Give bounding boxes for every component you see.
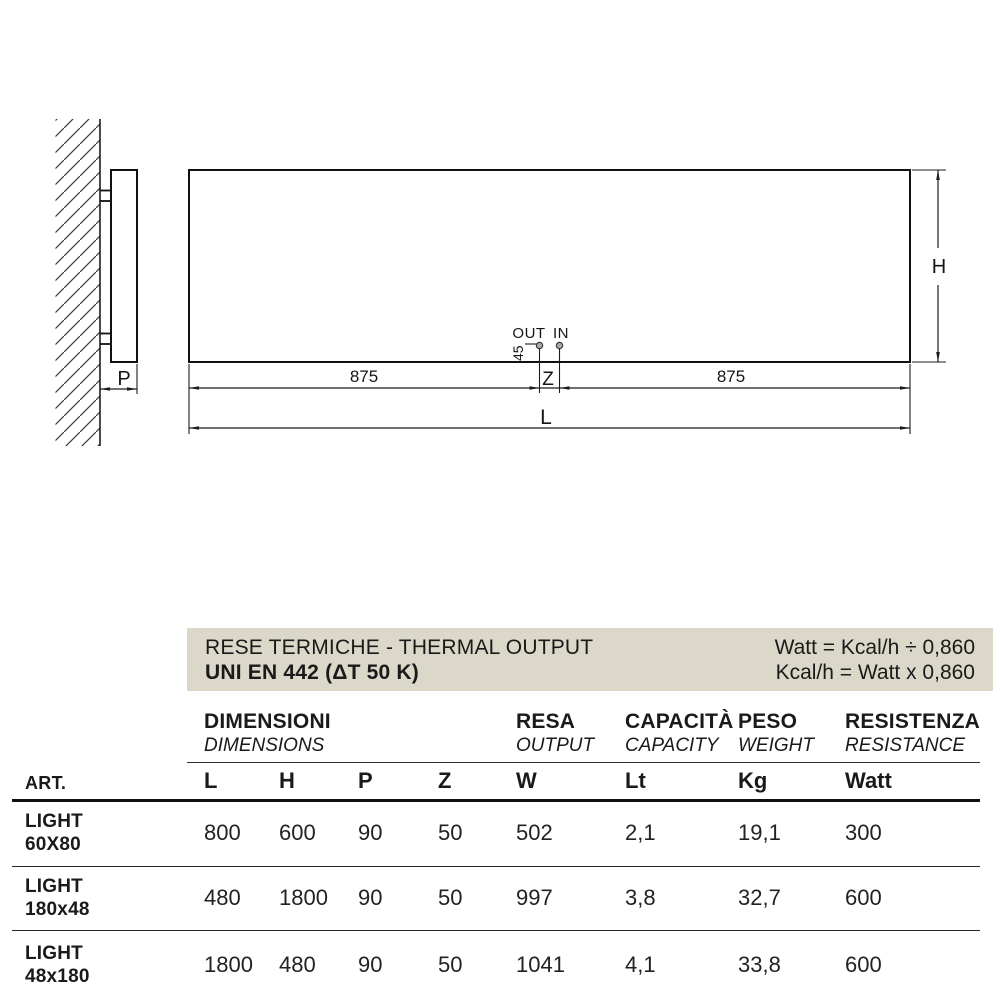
- article-name: LIGHT: [25, 876, 83, 897]
- cell-p: 90: [358, 820, 383, 845]
- column-header-lt: Lt: [625, 768, 646, 793]
- cell-z: 50: [438, 820, 463, 845]
- article-size: 60X80: [25, 834, 81, 855]
- cell-lt: 4,1: [625, 952, 656, 977]
- cell-kg: 19,1: [738, 820, 781, 845]
- radiator-side-view: [100, 170, 137, 362]
- group-label-it: RESISTENZA: [845, 710, 981, 733]
- cell-l: 800: [204, 820, 241, 845]
- conversion-formulas: [775, 635, 975, 685]
- cell-h: 600: [279, 820, 316, 845]
- dimension-depth: [100, 364, 137, 394]
- side-panel-outline: [111, 170, 137, 362]
- column-header-kg: Kg: [738, 768, 768, 793]
- group-label-it: CAPACITÀ: [625, 710, 734, 733]
- group-label-en: DIMENSIONS: [204, 735, 325, 756]
- table-rule-row2: [12, 930, 980, 931]
- center-distance-label: Z: [542, 369, 554, 390]
- cell-l: 1800: [204, 952, 253, 977]
- column-header-h: H: [279, 768, 295, 793]
- column-header-watt: Watt: [845, 768, 892, 793]
- outlet-label: OUT: [512, 325, 546, 342]
- column-header-z: Z: [438, 768, 452, 793]
- group-label-it: DIMENSIONI: [204, 710, 331, 733]
- group-dimensions: [204, 700, 516, 762]
- cell-kg: 33,8: [738, 952, 781, 977]
- cell-watt: 300: [845, 820, 882, 845]
- group-label-it: PESO: [738, 710, 798, 733]
- article-size: 180x48: [25, 899, 90, 920]
- group-label-en: CAPACITY: [625, 735, 719, 756]
- column-header-p: P: [358, 768, 373, 793]
- wall-section: [56, 119, 101, 446]
- cell-h: 1800: [279, 885, 328, 910]
- group-capacity: [625, 700, 738, 762]
- formula-kcal: Kcal/h = Watt x 0,860: [775, 660, 975, 684]
- cell-lt: 2,1: [625, 820, 656, 845]
- group-output: [516, 700, 625, 762]
- length-label: L: [540, 406, 552, 429]
- formula-watt: Watt = Kcal/h ÷ 0,860: [774, 635, 975, 659]
- cell-p: 90: [358, 885, 383, 910]
- group-label-en: OUTPUT: [516, 735, 595, 756]
- group-label-en: WEIGHT: [738, 735, 814, 756]
- group-resistance: [845, 700, 980, 762]
- group-label-en: RESISTANCE: [845, 735, 966, 756]
- column-header-art: ART.: [25, 773, 67, 793]
- cell-z: 50: [438, 952, 463, 977]
- radiator-technical-drawing: [0, 0, 1000, 470]
- cell-z: 50: [438, 885, 463, 910]
- table-row-article: [12, 930, 204, 1000]
- thermal-output-band: [187, 628, 993, 691]
- band-title-line1: RESE TERMICHE - THERMAL OUTPUT: [205, 635, 594, 659]
- dimension-length: [189, 406, 910, 429]
- table-rule-subheader: [12, 799, 980, 802]
- right-span-label: 875: [716, 367, 746, 386]
- cell-w: 502: [516, 820, 553, 845]
- front-panel-outline: [189, 170, 910, 362]
- column-header-w: W: [516, 768, 537, 793]
- dimension-height: [912, 170, 946, 362]
- cell-watt: 600: [845, 885, 882, 910]
- depth-label: P: [117, 368, 131, 390]
- band-title-line2: UNI EN 442 (ΔT 50 K): [205, 660, 419, 684]
- table-row-article: [12, 866, 204, 930]
- cell-lt: 3,8: [625, 885, 656, 910]
- cell-h: 480: [279, 952, 316, 977]
- radiator-front-view: [189, 170, 910, 362]
- group-weight: [738, 700, 845, 762]
- spec-table: [12, 700, 980, 1000]
- column-header-l: L: [204, 768, 218, 793]
- cell-watt: 600: [845, 952, 882, 977]
- inlet-label: IN: [553, 325, 569, 342]
- cell-w: 1041: [516, 952, 565, 977]
- table-row-article: [12, 800, 204, 866]
- outlet-connection: [536, 342, 542, 348]
- cell-p: 90: [358, 952, 383, 977]
- inlet-connection: [556, 342, 562, 348]
- article-name: LIGHT: [25, 811, 83, 832]
- cell-kg: 32,7: [738, 885, 781, 910]
- height-label: H: [931, 256, 947, 278]
- band-title: [205, 635, 593, 685]
- article-name: LIGHT: [25, 943, 83, 964]
- group-label-it: RESA: [516, 710, 576, 733]
- bottom-offset-label: 45: [510, 345, 526, 361]
- article-size: 48x180: [25, 966, 90, 987]
- table-rule-group-header: [187, 762, 980, 763]
- left-span-label: 875: [349, 367, 379, 386]
- cell-w: 997: [516, 885, 553, 910]
- cell-l: 480: [204, 885, 241, 910]
- wall-hatch: [56, 119, 101, 446]
- table-rule-row1: [12, 866, 980, 867]
